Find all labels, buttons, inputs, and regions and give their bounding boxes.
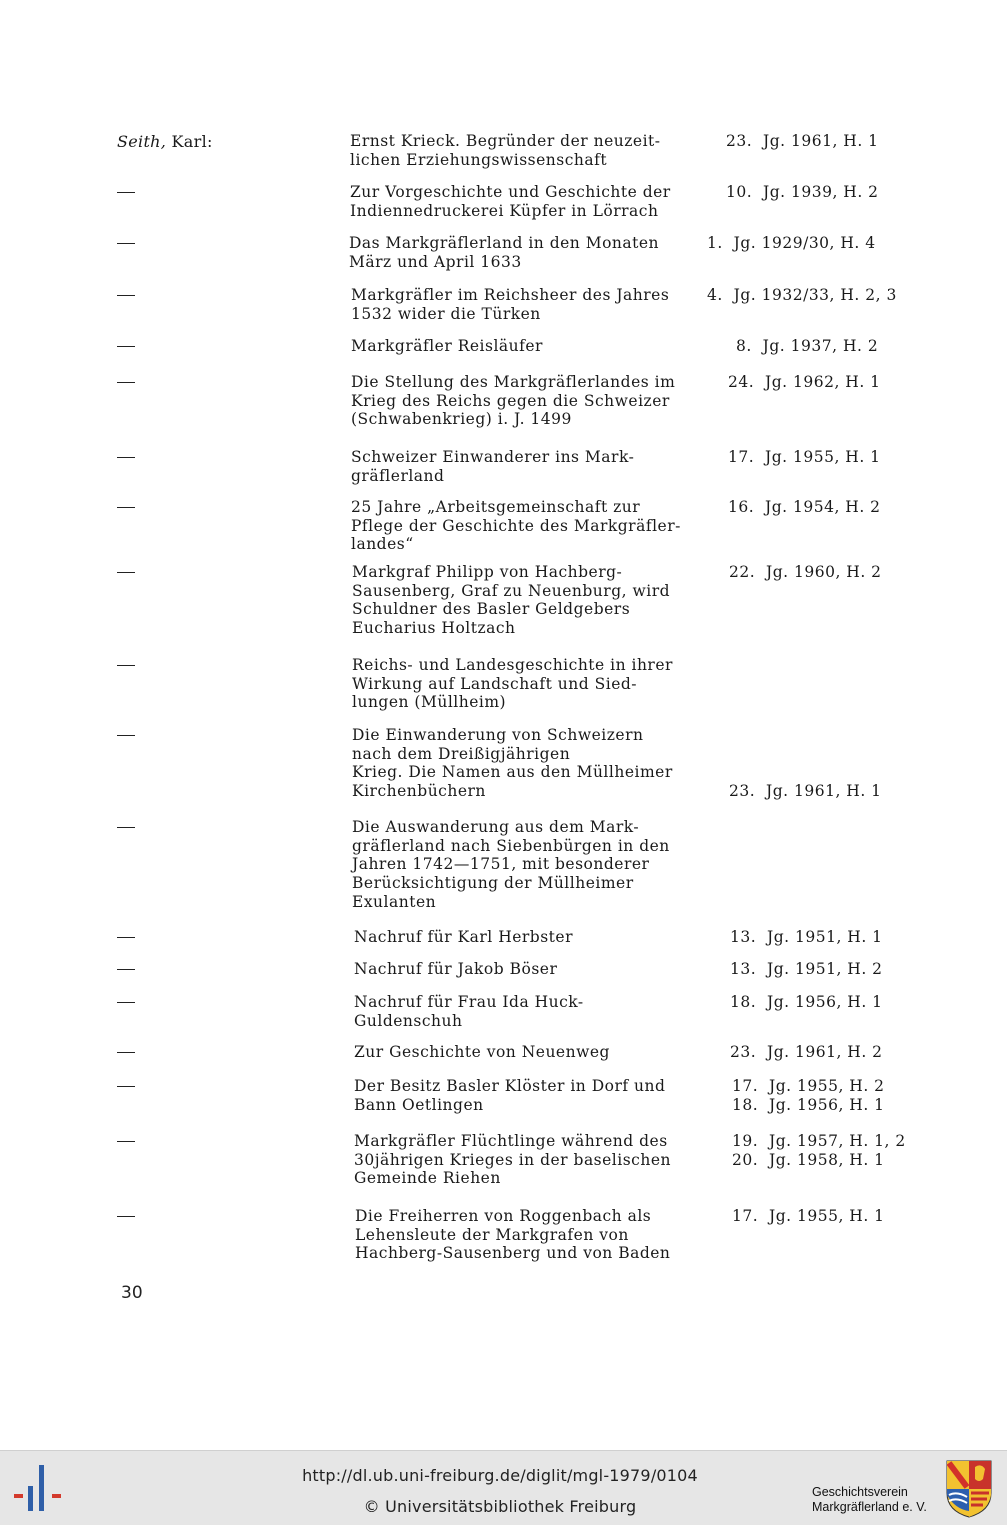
entry-title — [354, 1077, 684, 1114]
document-url[interactable]: http://dl.ub.uni-freiburg.de/diglit/mgl-1979/0104 — [302, 1466, 698, 1485]
volume-reference-line — [729, 563, 882, 582]
volume-reference — [728, 498, 881, 517]
volume-reference-line — [732, 1151, 906, 1170]
volume-year-issue: Jg. 1956, H. 1 — [769, 1095, 885, 1114]
volume-year-issue: Jg. 1961, H. 1 — [766, 782, 882, 800]
ditto-dash — [117, 382, 135, 383]
volume-year-issue: Jg. 1939, H. 2 — [763, 183, 879, 201]
entry-title-line: Kirchenbüchern — [352, 782, 486, 801]
coat-of-arms-icon — [945, 1459, 993, 1519]
footer-bar — [0, 1450, 1007, 1525]
entry-title — [351, 373, 681, 429]
entry-title — [352, 818, 682, 912]
ditto-dash — [117, 507, 135, 508]
entry-title — [350, 183, 680, 220]
volume-reference — [726, 183, 879, 202]
volume-number: 17. — [728, 448, 755, 466]
volume-number: 23. — [729, 782, 756, 800]
ditto-dash — [117, 1216, 135, 1217]
volume-number: 16. — [728, 498, 755, 516]
volume-reference-line — [732, 1077, 885, 1096]
volume-reference — [707, 234, 876, 253]
volume-year-issue: Jg. 1957, H. 1, 2 — [769, 1132, 906, 1150]
entry-title-line: 1532 wider die Türken — [351, 304, 541, 323]
entry-title — [352, 656, 682, 712]
entry-title-line: Reichs- und Landesgeschichte in ihrer — [352, 656, 673, 674]
entry-title-line: Guldenschuh — [354, 1011, 463, 1030]
entry-title — [350, 132, 680, 169]
volume-reference-line — [736, 337, 878, 356]
volume-number: 10. — [726, 183, 753, 201]
volume-reference — [728, 448, 881, 467]
volume-reference-line — [729, 782, 882, 801]
entry-title-line: Schweizer Einwanderer ins Mark- — [351, 448, 635, 466]
entry-title-line: landes“ — [351, 535, 414, 554]
entry-title — [354, 928, 684, 947]
entry-title-line: Schuldner des Basler Geldgebers — [352, 600, 631, 619]
volume-number: 17. — [732, 1207, 759, 1225]
volume-reference — [730, 1043, 883, 1062]
entry-title-line: gräflerland — [351, 466, 445, 485]
volume-year-issue: Jg. 1951, H. 2 — [767, 960, 883, 978]
volume-year-issue: Jg. 1956, H. 1 — [767, 993, 883, 1011]
volume-year-issue: Jg. 1955, H. 1 — [765, 448, 881, 466]
ditto-dash — [117, 346, 135, 347]
entry-title — [351, 448, 681, 485]
volume-reference — [729, 563, 882, 582]
entry-title-line: Die Freiherren von Roggenbach als — [355, 1207, 652, 1225]
volume-number: 13. — [730, 928, 757, 946]
entry-title-line: Jahren 1742—1751, mit besonderer — [352, 855, 650, 874]
entry-title-line: nach dem Dreißigjährigen — [352, 744, 571, 763]
entry-title-line: Markgräfler Reisläufer — [351, 337, 543, 355]
volume-reference-line — [732, 1096, 885, 1115]
volume-reference — [730, 928, 883, 947]
ditto-dash — [117, 665, 135, 666]
entry-title-line: Ernst Krieck. Begründer der neuzeit- — [350, 132, 661, 150]
ditto-dash — [117, 457, 135, 458]
volume-reference — [729, 782, 882, 801]
entry-title-line: (Schwabenkrieg) i. J. 1499 — [351, 410, 572, 429]
entry-title — [351, 337, 681, 356]
volume-reference — [726, 132, 879, 151]
volume-reference-line — [728, 448, 881, 467]
volume-reference-line — [728, 498, 881, 517]
ditto-dash — [117, 1086, 135, 1087]
entry-title-line: Gemeinde Riehen — [354, 1169, 501, 1188]
volume-number: 24. — [728, 373, 755, 391]
ditto-dash — [117, 827, 135, 828]
entry-title-line: Die Auswanderung aus dem Mark- — [352, 818, 640, 836]
entry-title-line: Pflege der Geschichte des Markgräfler- — [351, 516, 681, 535]
ditto-dash — [117, 295, 135, 296]
entry-title-line: Markgräfler im Reichsheer des Jahres — [351, 286, 670, 304]
entry-title — [352, 726, 682, 801]
volume-number: 23. — [726, 132, 753, 150]
volume-reference — [707, 286, 897, 305]
volume-year-issue: Jg. 1961, H. 2 — [767, 1043, 883, 1061]
volume-year-issue: Jg. 1960, H. 2 — [766, 563, 882, 581]
volume-number: 13. — [730, 960, 757, 978]
entry-title-line: Markgraf Philipp von Hachberg- — [352, 563, 623, 581]
entry-title-line: 25 Jahre „Arbeitsgemeinschaft zur — [351, 498, 641, 516]
volume-reference-line — [707, 234, 876, 253]
volume-number: 4. — [707, 286, 723, 304]
volume-reference-line — [726, 183, 879, 202]
ditto-dash — [117, 192, 135, 193]
entry-title-line: März und April 1633 — [349, 252, 522, 271]
volume-year-issue: Jg. 1932/33, H. 2, 3 — [733, 286, 897, 304]
entry-title-line: Markgräfler Flüchtlinge während des — [354, 1132, 668, 1150]
volume-reference — [732, 1077, 885, 1114]
entry-title-line: Krieg. Die Namen aus den Müllheimer — [352, 763, 673, 782]
entry-title-line: Nachruf für Frau Ida Huck- — [354, 993, 584, 1011]
entry-title-line: Krieg des Reichs gegen die Schweizer — [351, 391, 670, 410]
entry-title-line: Das Markgräflerland in den Monaten — [349, 234, 660, 252]
volume-reference-line — [732, 1207, 885, 1226]
entry-title-line: Sausenberg, Graf zu Neuenburg, wird — [352, 581, 671, 600]
society-name-line1: Geschichtsverein — [812, 1485, 908, 1499]
entry-title-line: Nachruf für Karl Herbster — [354, 928, 573, 946]
volume-year-issue: Jg. 1951, H. 1 — [767, 928, 883, 946]
ditto-dash — [117, 572, 135, 573]
ditto-dash — [117, 1141, 135, 1142]
volume-reference-line — [730, 993, 883, 1012]
volume-number: 19. — [732, 1132, 759, 1150]
entry-title-line: Bann Oetlingen — [354, 1095, 484, 1114]
entry-title — [351, 286, 681, 323]
society-name-line2: Markgräflerland e. V. — [812, 1500, 927, 1514]
volume-number: 17. — [732, 1077, 759, 1095]
volume-reference-line — [728, 373, 881, 392]
entry-title-line: Exulanten — [352, 892, 437, 911]
entry-title-line: lungen (Müllheim) — [352, 693, 507, 712]
entry-title-line: Die Stellung des Markgräflerlandes im — [351, 373, 676, 391]
ditto-dash — [117, 1002, 135, 1003]
entry-title-line: gräflerland nach Siebenbürgen in den — [352, 836, 670, 855]
entry-title-line: lichen Erziehungswissenschaft — [350, 150, 608, 169]
volume-number: 23. — [730, 1043, 757, 1061]
entry-title-line: Berücksichtigung der Müllheimer — [352, 874, 634, 893]
volume-reference — [730, 993, 883, 1012]
volume-reference — [736, 337, 878, 356]
volume-year-issue: Jg. 1929/30, H. 4 — [733, 234, 876, 252]
ditto-dash — [117, 735, 135, 736]
entry-title-line: Zur Vorgeschichte und Geschichte der — [350, 183, 671, 201]
entry-title-line: Zur Geschichte von Neuenweg — [354, 1043, 610, 1061]
volume-reference — [730, 960, 883, 979]
volume-number: 20. — [732, 1150, 759, 1169]
volume-number: 18. — [730, 993, 757, 1011]
volume-reference-line — [707, 286, 897, 305]
entry-title — [354, 1132, 684, 1188]
entry-title — [355, 1207, 685, 1263]
page-number: 30 — [121, 1283, 143, 1303]
volume-reference-line — [730, 1043, 883, 1062]
volume-reference-line — [726, 132, 879, 151]
volume-reference — [732, 1207, 885, 1226]
author-name: Seith, Karl: — [117, 132, 213, 151]
entry-title-line: Hachberg-Sausenberg und von Baden — [355, 1244, 671, 1263]
ditto-dash — [117, 969, 135, 970]
volume-reference-line — [730, 928, 883, 947]
entry-title-line: Eucharius Holtzach — [352, 619, 516, 638]
volume-year-issue: Jg. 1961, H. 1 — [763, 132, 879, 150]
ditto-dash — [117, 243, 135, 244]
volume-year-issue: Jg. 1955, H. 2 — [769, 1077, 885, 1095]
entry-title-line: Der Besitz Basler Klöster in Dorf und — [354, 1077, 666, 1095]
entry-title — [354, 960, 684, 979]
entry-title — [354, 1043, 684, 1062]
volume-number: 1. — [707, 234, 723, 252]
volume-reference-line — [730, 960, 883, 979]
entry-title — [352, 563, 682, 638]
copyright-notice: © Universitätsbibliothek Freiburg — [363, 1497, 637, 1516]
entry-title-line: Die Einwanderung von Schweizern — [352, 726, 644, 744]
society-name — [812, 1485, 927, 1515]
entry-title-line: Indiennedruckerei Küpfer in Lörrach — [350, 201, 659, 220]
volume-year-issue: Jg. 1958, H. 1 — [769, 1150, 885, 1169]
volume-number: 22. — [729, 563, 756, 581]
volume-number: 18. — [732, 1095, 759, 1114]
volume-year-issue: Jg. 1962, H. 1 — [765, 373, 881, 391]
ditto-dash — [117, 1052, 135, 1053]
volume-reference — [728, 373, 881, 392]
volume-reference-line — [732, 1132, 906, 1151]
entry-title — [354, 993, 684, 1030]
volume-number: 8. — [736, 337, 752, 355]
entry-title-line: Nachruf für Jakob Böser — [354, 960, 558, 978]
ditto-dash — [117, 937, 135, 938]
volume-year-issue: Jg. 1954, H. 2 — [765, 498, 881, 516]
volume-year-issue: Jg. 1937, H. 2 — [762, 337, 879, 355]
volume-reference — [732, 1132, 906, 1169]
entry-title-line: Lehensleute der Markgrafen von — [355, 1225, 629, 1244]
volume-year-issue: Jg. 1955, H. 1 — [769, 1207, 885, 1225]
entry-title — [349, 234, 679, 271]
entry-title-line: 30jährigen Krieges in der baselischen — [354, 1150, 671, 1169]
entry-title — [351, 498, 681, 554]
entry-title-line: Wirkung auf Landschaft und Sied- — [352, 674, 638, 693]
